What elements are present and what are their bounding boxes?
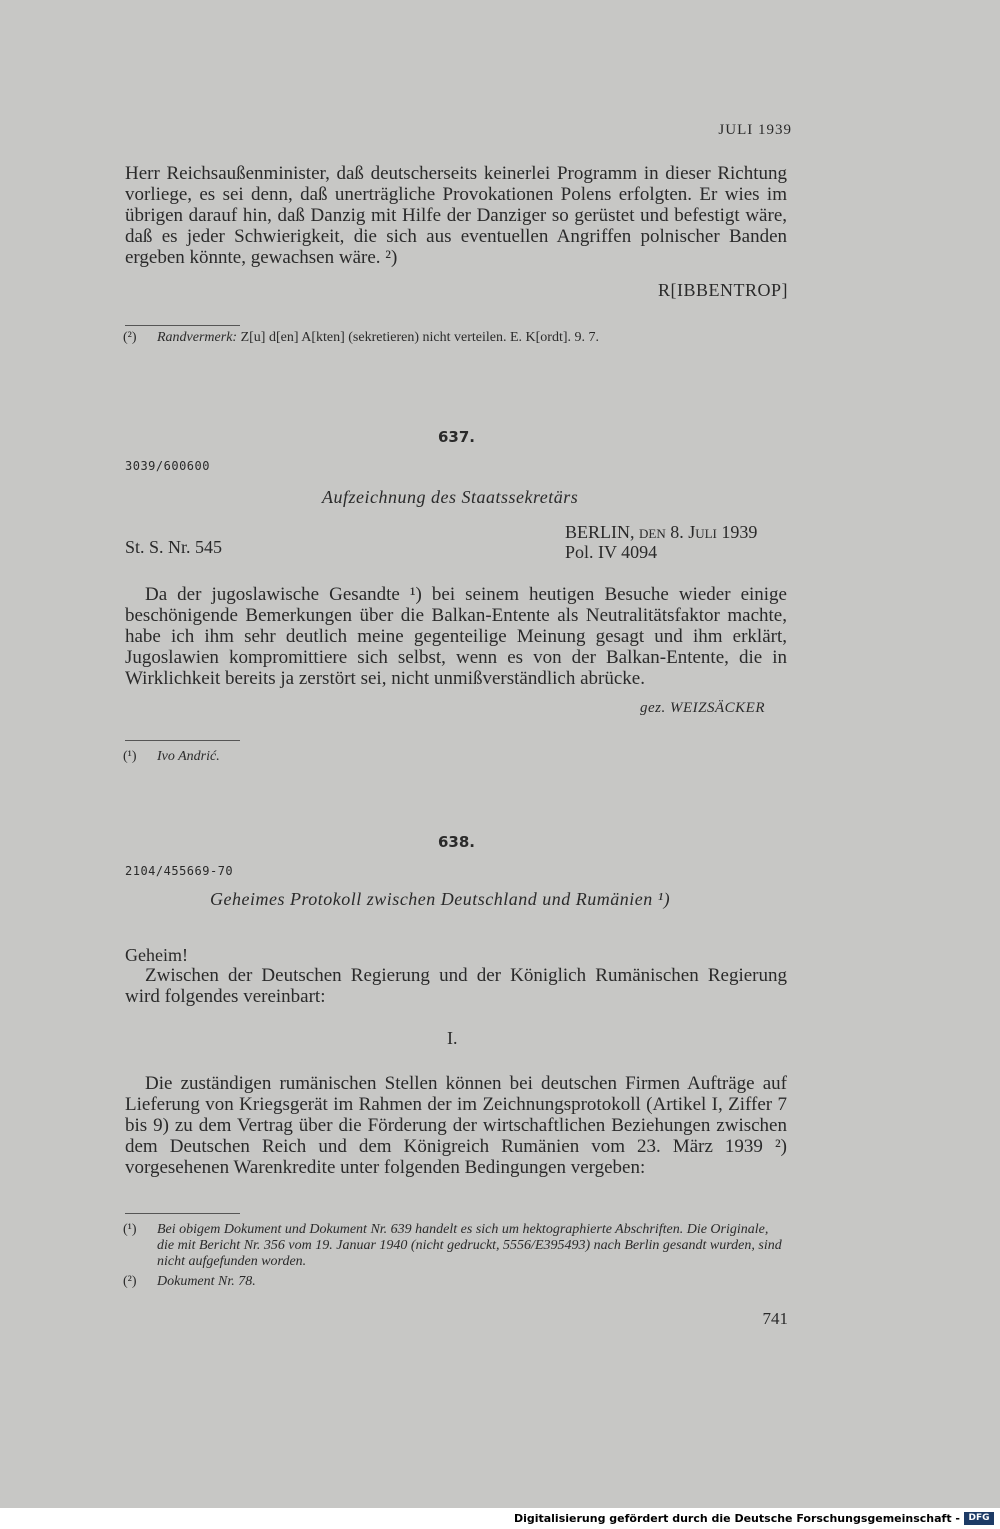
footnote-text: Ivo Andrić. bbox=[157, 749, 220, 764]
doc638-footnote-1 bbox=[123, 1222, 788, 1270]
footnote-number: (²) bbox=[123, 330, 137, 345]
doc638-number: 638. bbox=[438, 833, 476, 851]
doc638-paragraph: Die zuständigen rumänischen Stellen können bei deutschen Firmen Aufträge auf Lieferung von Kriegsgerät im Rahmen der im Zeichnungsprotokoll (Artikel I, Ziffer 7 bis 9) zu dem Vertrag über die Förderung der wirtschaftlichen Beziehungen zwischen dem Deutschen Reich und dem Königreich Rumänien vom 23. März 1939 ²) vorgesehenen Warenkredite unter folgenden Bedingungen vergeben: bbox=[125, 1073, 787, 1178]
footnote-label: Randvermerk: bbox=[157, 330, 238, 345]
doc638-footnote-2 bbox=[123, 1274, 788, 1290]
doc637-paragraph: Da der jugoslawische Gesandte ¹) bei seinem heutigen Besuche wieder einige beschönigende Bemerkungen über die Balkan-Entente als Neutralitätsfaktor machte, habe ich ihm sehr deutlich meine gegenteilige Meinung gesagt und ihm erklärt, Jugoslawien kompromittiere sich selbst, wenn es von der Balkan-Entente, die in Wirklichkeit bereits ja zerstört sei, nicht unmißverständlich abrücke. bbox=[125, 584, 787, 689]
doc638-secret-mark: Geheim! bbox=[125, 945, 188, 965]
doc636-signature: R[IBBENTROP] bbox=[657, 280, 788, 300]
doc637-signature: gez. WEIZSÄCKER bbox=[640, 700, 765, 716]
doc637-footnote bbox=[123, 749, 788, 765]
funding-credit: Digitalisierung gefördert durch die Deutsche Forschungsgemeinschaft - bbox=[513, 1512, 960, 1525]
footnote-text: Z[u] d[en] A[kten] (sekretieren) nicht verteilen. E. K[ordt]. 9. 7. bbox=[240, 330, 599, 345]
doc637-reference: 3039/600600 bbox=[125, 459, 210, 473]
running-head: JULI 1939 bbox=[718, 122, 792, 138]
digitization-footer bbox=[0, 1508, 1000, 1529]
footnote-rule bbox=[125, 1213, 240, 1214]
footnote-text: Dokument Nr. 78. bbox=[157, 1274, 256, 1289]
page-number: 741 bbox=[762, 1309, 788, 1328]
doc638-reference: 2104/455669-70 bbox=[125, 864, 234, 878]
doc638-intro: Zwischen der Deutschen Regierung und der Königlich Rumänischen Regierung wird folgendes vereinbart: bbox=[125, 965, 787, 1007]
footnote-rule bbox=[125, 325, 240, 326]
footnote-number: (²) bbox=[123, 1274, 137, 1289]
footnote-number: (¹) bbox=[123, 749, 137, 764]
footnote-number: (¹) bbox=[123, 1222, 137, 1237]
doc636-paragraph: Herr Reichsaußenminister, daß deutscherseits keinerlei Programm in dieser Richtung vorliege, es sei denn, daß unerträgliche Provokationen Polens erfolgten. Er wies im übrigen darauf hin, daß Danzig mit Hilfe der Danziger so gerüstet und befestigt wäre, daß es jeder Schwierigkeit, die sich aus eventuellen Angriffen polnischer Banden ergeben könnte, gewachsen wäre. ²) bbox=[125, 163, 787, 268]
footnote-rule bbox=[125, 740, 240, 741]
dfg-logo-icon: DFG bbox=[964, 1512, 994, 1525]
doc638-section-heading: I. bbox=[447, 1028, 458, 1048]
doc636-footnote bbox=[123, 330, 788, 346]
doc637-ref-left: St. S. Nr. 545 bbox=[125, 537, 223, 557]
doc638-title: Geheimes Protokoll zwischen Deutschland und Rumänien ¹) bbox=[210, 889, 671, 909]
doc637-place-date: BERLIN, den 8. Juli 1939 bbox=[565, 522, 758, 542]
doc637-ref-right: Pol. IV 4094 bbox=[565, 542, 658, 562]
footnote-text: Bei obigem Dokument und Dokument Nr. 639 handelt es sich um hektographierte Abschriften. Die Originale, die mit Bericht Nr. 356 vom 19. Januar 1940 (nicht gedruckt, 5556/E395493) nach Berlin gesandt wurden, sind nicht aufgefunden worden. bbox=[157, 1222, 782, 1269]
doc637-number: 637. bbox=[438, 428, 476, 446]
doc637-title: Aufzeichnung des Staatssekretärs bbox=[322, 487, 579, 507]
